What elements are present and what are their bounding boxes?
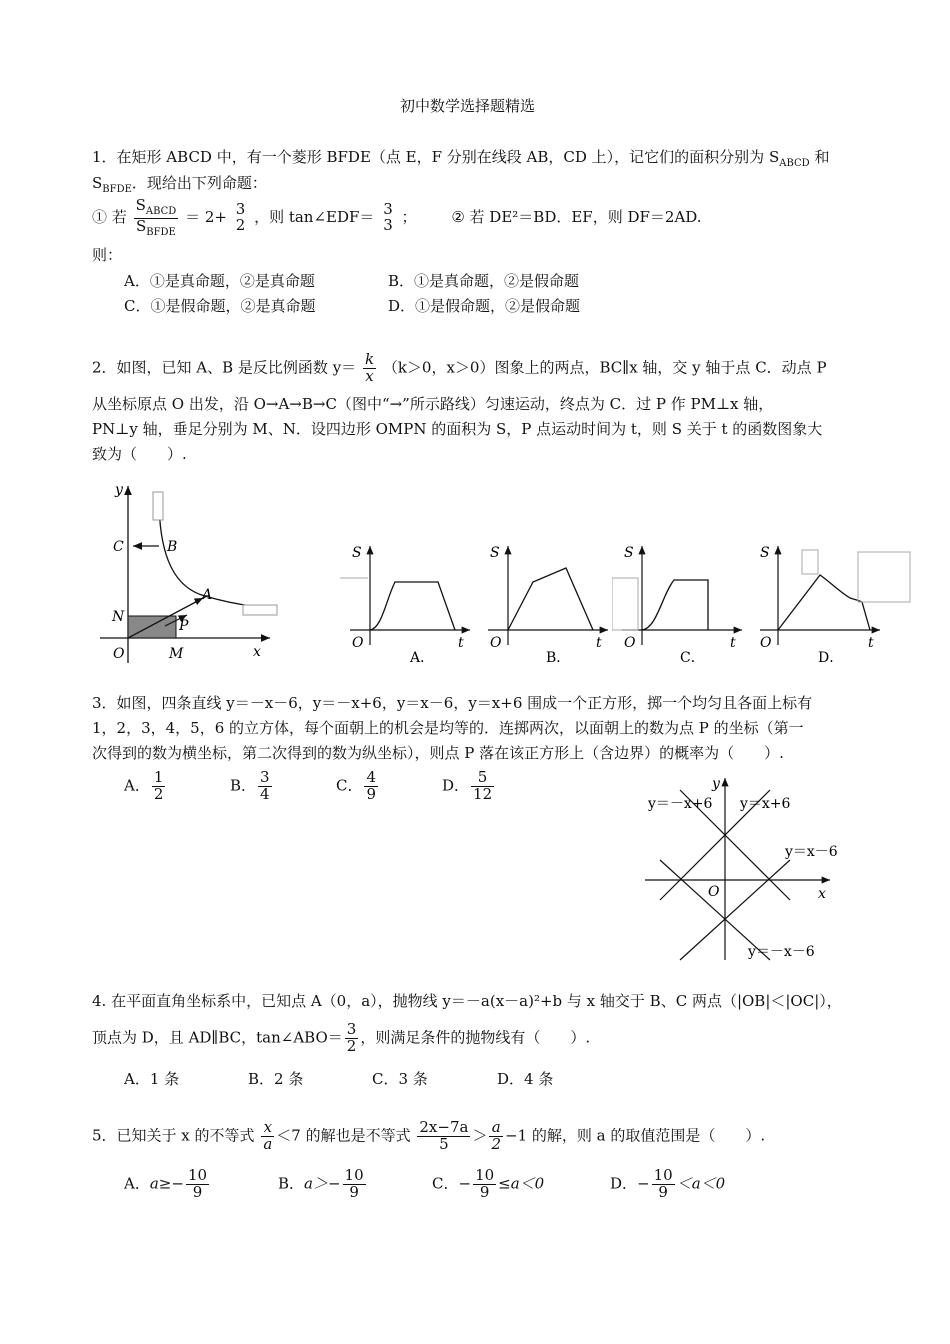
q4-line1: 4. 在平面直角坐标系中，已知点 A（0，a），抛物线 y＝－a(x－a)²+b 与 x 轴交于 B、C 两点（|OB|＜|OC|）， xyxy=(92,992,842,1010)
q5-option-c[interactable]: C．− $\frac{10}{9}$ ≤a＜0 xyxy=(432,1166,545,1201)
svg-text:D．: D． xyxy=(818,650,844,666)
blank-box xyxy=(243,605,277,615)
q2-graph-d xyxy=(750,540,915,670)
q1-option-d[interactable]: D．①是假命题，②是假命题 xyxy=(388,297,581,315)
q2-line2: 从坐标原点 O 出发，沿 O→A→B→C（图中“→”所示路线）匀速运动，终点为 C．过 P 作 PM⊥x 轴， xyxy=(92,395,774,413)
svg-text:O: O xyxy=(352,635,364,651)
q3-option-b[interactable]: B． $\frac{3}{4}$ xyxy=(230,768,270,803)
q5-option-d[interactable]: D．− $\frac{10}{9}$ ＜a＜0 xyxy=(610,1166,726,1201)
svg-text:B．: B． xyxy=(546,650,571,666)
q4-option-d[interactable]: D．4 条 xyxy=(497,1070,554,1088)
svg-text:O: O xyxy=(113,646,125,662)
svg-text:O: O xyxy=(708,884,720,900)
q5-option-b[interactable]: B．a＞− $\frac{10}{9}$ xyxy=(278,1166,364,1201)
q5-option-a[interactable]: A．a≥− $\frac{10}{9}$ xyxy=(124,1166,208,1201)
svg-text:A．: A． xyxy=(410,650,435,666)
svg-text:t: t xyxy=(730,635,736,651)
svg-text:t: t xyxy=(458,635,464,651)
svg-text:M: M xyxy=(169,646,184,662)
svg-text:S: S xyxy=(352,545,362,561)
svg-text:O: O xyxy=(624,635,636,651)
q1-line2: $S_{BFDE}$．现给出下列命题： xyxy=(92,174,267,195)
q2-graph-b xyxy=(478,540,618,670)
q2-line1: 2．如图，已知 A、B 是反比例函数 y＝ $\frac{k}{x}$ （k＞0，x＞0）图象上的两点，BC∥x 轴，交 y 轴于点 C．动点 P xyxy=(92,350,827,385)
q3-line3: 次得到的数为横坐标，第二次得到的数为纵坐标），则点 P 落在该正方形上（含边界）的概率为（ ）. xyxy=(92,744,784,762)
q1-option-a[interactable]: A．①是真命题，②是真命题 xyxy=(124,272,315,290)
svg-text:y＝－x－6: y＝－x－6 xyxy=(748,944,815,960)
q2-graph-c xyxy=(612,540,752,670)
svg-text:C: C xyxy=(113,539,124,555)
q3-line1: 3．如图，四条直线 y＝－x－6，y＝－x+6，y＝x－6，y＝x+6 围成一个正方形，掷一个均匀且各面上标有 xyxy=(92,694,813,712)
q4-line2: 顶点为 D，且 AD∥BC，tan∠ABO＝ $\frac{3}{2}$ ，则满足条件的抛物线有（ ）. xyxy=(92,1020,591,1055)
svg-text:C．: C． xyxy=(680,650,705,666)
q1-option-c[interactable]: C．①是假命题，②是真命题 xyxy=(124,297,316,315)
svg-text:y＝x+6: y＝x+6 xyxy=(740,796,791,812)
svg-text:S: S xyxy=(624,545,634,561)
q4-option-b[interactable]: B．2 条 xyxy=(248,1070,304,1088)
svg-text:x: x xyxy=(818,886,826,902)
svg-text:N: N xyxy=(112,609,125,625)
q3-option-a[interactable]: A． $\frac{1}{2}$ xyxy=(124,768,164,803)
q3-option-c[interactable]: C． $\frac{4}{9}$ xyxy=(336,768,377,803)
svg-text:O: O xyxy=(490,635,502,651)
q4-option-c[interactable]: C．3 条 xyxy=(372,1070,428,1088)
svg-text:A: A xyxy=(202,587,213,603)
svg-text:B: B xyxy=(167,539,178,555)
svg-text:y: y xyxy=(115,482,123,498)
q3-option-d[interactable]: D． $\frac{5}{12}$ xyxy=(442,768,493,803)
svg-text:t: t xyxy=(868,635,874,651)
q3-figure xyxy=(640,770,870,965)
q1-option-b[interactable]: B．①是真命题，②是假命题 xyxy=(388,272,580,290)
q1-then: 则： xyxy=(92,246,123,264)
q1-line1: 1．在矩形 ABCD 中，有一个菱形 BFDE（点 E，F 分别在线段 AB，CD 上），记它们的面积分别为 $S_{ABCD}$ 和 xyxy=(92,148,830,169)
q2-line4: 致为（ ）. xyxy=(92,445,187,463)
q2-line3: PN⊥y 轴，垂足分别为 M、N．设四边形 OMPN 的面积为 S，P 点运动时间为 t，则 S 关于 t 的函数图象大 xyxy=(92,420,823,438)
svg-text:P: P xyxy=(179,618,189,634)
svg-text:O: O xyxy=(760,635,772,651)
svg-text:S: S xyxy=(490,545,500,561)
hyperbola-curve xyxy=(159,503,270,608)
q3-line2: 1，2，3，4，5，6 的立方体，每个面朝上的机会是均等的．连掷两次，以面朝上的数为点 P 的坐标（第一 xyxy=(92,719,804,737)
q4-option-a[interactable]: A．1 条 xyxy=(124,1070,180,1088)
svg-text:y＝－x+6: y＝－x+6 xyxy=(648,796,713,812)
q5-stem: 5．已知关于 x 的不等式 $\frac{x}{a}$ ＜7 的解也是不等式 $\frac{2x-7a}{5}$ ＞ $\frac{a}{2}$ −1 的解，则 a 的取值范围是（ ）. xyxy=(92,1118,766,1153)
svg-text:x: x xyxy=(253,644,261,660)
svg-text:y: y xyxy=(712,776,720,792)
q2-figure xyxy=(95,478,285,668)
svg-text:S: S xyxy=(760,545,770,561)
svg-text:t: t xyxy=(596,635,602,651)
q1-statements: ① 若 $\frac{S_{ABCD}}{S_{BFDE}}$ ＝ 2+ 3 2 ，则 tan∠EDF＝ 3 3 ； ② 若 DE²＝BD．EF，则 DF＝2AD. xyxy=(92,196,702,238)
q2-graph-a xyxy=(340,540,480,670)
page-title: 初中数学选择题精选 xyxy=(400,97,536,115)
svg-text:y＝x－6: y＝x－6 xyxy=(785,844,838,860)
blank-box xyxy=(153,492,163,520)
